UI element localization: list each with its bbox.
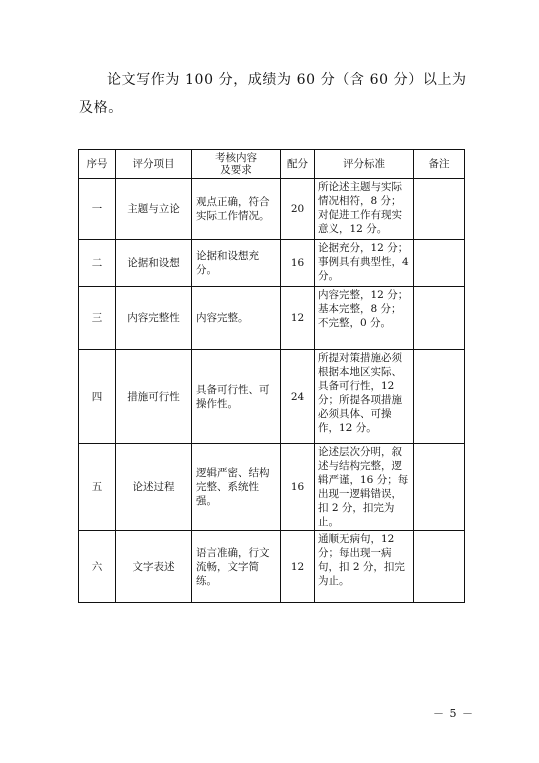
- row-seq: 三: [79, 287, 116, 350]
- scoring-table: [78, 149, 465, 603]
- row-standard: 内容完整，12 分；基本完整，8 分；不完整，0 分。: [315, 287, 414, 350]
- row-seq: 二: [79, 240, 116, 287]
- row-score: 20: [281, 179, 315, 240]
- row-standard: 通顺无病句，12 分；每出现一病句，扣 2 分，扣完为止。: [315, 531, 414, 603]
- row-seq: 四: [79, 350, 116, 444]
- row-remark: [414, 350, 465, 444]
- row-remark: [414, 240, 465, 287]
- row-content: 语言准确，行文流畅，文字简练。: [192, 531, 281, 603]
- row-content: 逻辑严密、结构完整、系统性强。: [192, 444, 281, 531]
- row-standard: 论据充分，12 分；事例具有典型性，4分。: [315, 240, 414, 287]
- row-content: 内容完整。: [192, 287, 281, 350]
- row-seq: 五: [79, 444, 116, 531]
- intro-paragraph: 论文写作为 100 分，成绩为 60 分（含 60 分）以上为及格。: [79, 72, 467, 116]
- table-row: [79, 240, 465, 287]
- row-score: 12: [281, 531, 315, 603]
- row-standard: 所论述主题与实际情况相符，8 分；对促进工作有现实意义，12 分。: [315, 179, 414, 240]
- table-row: [79, 444, 465, 531]
- row-item: 论据和设想: [116, 240, 192, 287]
- row-seq: 一: [79, 179, 116, 240]
- header-remark: 备注: [414, 150, 465, 179]
- row-score: 12: [281, 287, 315, 350]
- row-item: 措施可行性: [116, 350, 192, 444]
- row-content: 论据和设想充分。: [192, 240, 281, 287]
- row-remark: [414, 179, 465, 240]
- header-seq: 序号: [79, 150, 116, 179]
- row-content: 具备可行性、可操作性。: [192, 350, 281, 444]
- header-score: 配分: [281, 150, 315, 179]
- row-score: 16: [281, 240, 315, 287]
- row-item: 内容完整性: [116, 287, 192, 350]
- row-item: 主题与立论: [116, 179, 192, 240]
- row-seq: 六: [79, 531, 116, 603]
- page-number: － 5 －: [433, 707, 474, 720]
- header-standard: 评分标准: [315, 150, 414, 179]
- row-standard: 论述层次分明，叙述与结构完整，逻辑严谨，16 分；每出现一逻辑错误，扣 2 分，扣完为止。: [315, 444, 414, 531]
- table-row: [79, 350, 465, 444]
- row-standard: 所提对策措施必须根据本地区实际、具备可行性，12分；所提各项措施必须具体、可操作，12 分。: [315, 350, 414, 444]
- row-remark: [414, 444, 465, 531]
- row-remark: [414, 287, 465, 350]
- row-item: 论述过程: [116, 444, 192, 531]
- row-item: 文字表述: [116, 531, 192, 603]
- header-item: 评分项目: [116, 150, 192, 179]
- table-row: [79, 179, 465, 240]
- table-row: [79, 287, 465, 350]
- header-content: 考核内容 及要求: [192, 150, 281, 179]
- row-score: 16: [281, 444, 315, 531]
- row-score: 24: [281, 350, 315, 444]
- table-row: [79, 531, 465, 603]
- row-content: 观点正确，符合实际工作情况。: [192, 179, 281, 240]
- table-header-row: [79, 150, 465, 179]
- row-remark: [414, 531, 465, 603]
